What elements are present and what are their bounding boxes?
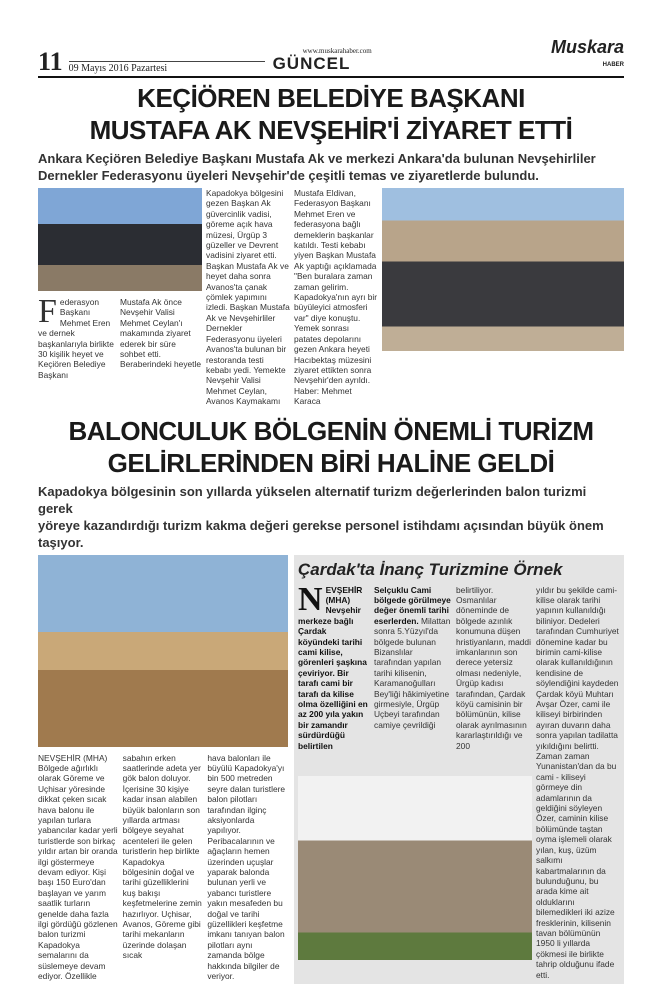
article-2-body [38,555,288,984]
subheading-2-line-2: yöreye kazandırdığı turizm kakma değeri gerekse personel istihdamı açısından büyük önem taşıyor. [38,517,604,550]
newspaper-page [38,0,624,1004]
article-2-column-3: hava balonları ile büyülü Kapadokya'yı bin 500 metreden seyre dalan turistlere balon pilotları tarafından ilginç aksiyonlarda yapılıyor. Peribacalarının ve ağaçların hemen üzerinden uçuşlar yaparak balonda bulunan yerli ve yabancı turistlere yakın mesafeden bu doğal ve tarihi güzellikleri keşfetme imkanı tanıyan balon pilotları aynı zamanda bölge hakkında bilgiler de veriyor. [207,752,286,982]
page-number: 11 [38,47,63,76]
drop-cap: N [298,580,323,618]
masthead-logo [551,38,624,74]
lower-section [38,555,624,984]
date-area [69,61,265,74]
issue-date: 09 Mayıs 2016 Pazartesi [68,63,168,74]
section-area [273,47,551,74]
article-1-left [38,188,202,407]
bold-intro: Selçuklu Cami bölgede görülmeye değer önemli tarihi eserlerden. [374,584,451,626]
mosque-church-photo [298,776,532,960]
article-1-column-2: Mustafa Ak önce Nevşehir Valisi Mehmet Ceylan'ı makamında ziyaret ederek bir süre sohbet etti. Beraberindeki heyetle [120,297,202,370]
section-name: GÜNCEL [272,54,351,73]
headline-2-line-2: GELİRLERİNDEN BİRİ HALİNE GELDİ [107,447,555,478]
article-1-column-3: Kapadokya bölgesini gezen Başkan Ak güvercinlik vadisi, göreme açık hava müzesi, Ürgüp 3 güzeller ve Devrent vadisini ziyaret etti. Başkan Mustafa Ak ve heyet daha sonra Avanos'ta çanak çömlek yapımını izledi. Başkan Mustafa Ak ve Nevşehirliler Dernekler Federasyonu üyeleri Avanos'ta bulunan bir restoranda testi kebabı yedi. Yemekte Nevşehir Valisi Mehmet Ceylan, Avanos Kaymakamı [206,188,290,407]
lead-text: EVŞEHİR (MHA) Nevşehir merkeze bağlı Çardak köyündeki tarihi cami kilise, görenleri şaşkına çeviriyor. Bir tarafı cami bir tarafı da kilise olma özelliğini en az 200 yıla yakın bir zamandır sürdürdüğü belirtilen [298,584,368,751]
article-1-body [38,188,624,407]
article-2-column-1: NEVŞEHİR (MHA) Bölgede ağırlıklı olarak Göreme ve Uçhisar yöresinde dikkat çeken sıcak hava balonu ile yapılan turlara yabancılar kadar yerli turistlerde son birkaç yıldır artan bir oranda ilgi göstermeye devam ediyor. Kişi başı 150 Euro'dan başlayan ve yarım saatlik turların genelde daha fazla ilgi gördüğü gözlenen balon turizmi Kapadokya semalarını da süslemeye devam ediyor. Özellikle [38,752,118,982]
article-3-body [298,580,620,980]
drop-cap: F [38,293,57,330]
article-1-lower-columns [38,293,202,380]
logo-text: Muskara [550,37,624,57]
article-3-column-3: belirtiliyor. Osmanlılar döneminde de bölgede azınlık konumuna düşen hristiyanların, maddi imkanlarının son derece yetersiz olması nedeniyle, Ürgüp kadısı tarafından, Çardak köyü camisinin bir bölümünün, kilise olarak ayrılmasının kararlaştırıldığı ve 200 [456,584,531,751]
group-photo-right [382,188,624,351]
group-photo-left [38,188,202,291]
article-2-column-2: sabahın erken saatlerinde adeta yer gök balon doluyor. İçerisine 30 kişiye kadar insan alabilen büyük balonların son yıllarda artması bölgeye seyahat acenteleri ile gelen turistlerin hep birlikte Kapadokya bölgesinin doğal ve tarihi güzelliklerini kuş bakışı keşfetmelerine zemin hazırlıyor. Uçhisar, Avanos, Göreme gibi tarihi mekanların üzerinde dolaşan sıcak [122,752,202,961]
box-title: Çardak'ta İnanç Turizmine Örnek [298,559,563,579]
article-1-column-1 [38,293,116,380]
balloon-photo [38,555,288,747]
subheading-1 [38,150,624,184]
site-url: www.muskarahaber.com [302,47,372,55]
logo-subtext: HABER [602,62,624,68]
headline-1-line-1: KEÇİÖREN BELEDİYE BAŞKANI [137,83,525,113]
headline-2-line-1: BALONCULUK BÖLGENİN ÖNEMLİ TURİZM [68,415,594,446]
subheading-2-line-1: Kapadokya bölgesinin son yıllarda yükselen alternatif turizm değerlerinden balon turizmi gerek [38,483,587,516]
column-text: Milattan sonra 5.Yüzyıl'da bölgede bulunan Bizanslılar tarafından yapılan tarihi kilisenin, Karamanoğulları Bey'liği hâkimiyetine girmesiyle, Ürgüp Uçbeyi tarafından camiye çevrildiği [374,615,451,730]
article-3-column-4: yıldır bu şekilde cami-kilise olarak tarihi yapının kullanıldığı biliniyor. Dedeleri tarafından Cumhuriyet dönemine kadar bu birimin cami-kilise olarak kullanıldığının kendisine de söylendiğini kaydeden Çardak köyü Muhtarı Avşar Özer, cami ile kiliseyi birbirinden ayıran duvarın daha sonra yapılan tadilatta yıkıldığını belirtti. Zaman zaman Yunanistan'dan da bu cami - kiliseyi görmeye din adamlarının da geldiğini söyleyen Özer, caminin kilise bölümünde taştan oyma işlemeli olarak yılan, kuş, üzüm salkımı kabartmalarının da bulunduğunu, bu arada kime ait olduklarını bilemedikleri iki azize fresklerinin, kilisenin tavan bölümünün 1950 li yıllarda çökmesi ile birlikte tahrip olduğunu ifade etti. [536,584,619,980]
subheading-1-line-2: Dernekler Federasyonu üyeleri Nevşehir'de çeşitli temas ve ziyaretlerde bulundu. [38,168,539,183]
sidebar-box [294,555,624,984]
article-3-column-2 [374,585,452,772]
article-1-column-4: Mustafa Eldivan, Federasyon Başkanı Mehmet Eren ve federasyona bağlı demeklerin başkanlar katıldı. Testi kebabı yiyen Başkan Mustafa Ak yaptığı açıklamada "Ben buralara zaman zaman gelirim. Kapadokya'nın ayrı bir büyüleyici atmosferi var" diye konuştu. Yemek sonrası patates depolarını gezen Ankara heyeti Hacıbektaş müzesini ziyaret ettikten sonra Nevşehir'den ayrıldı. Haber: Mehmet Karaca [294,188,378,407]
article-3-lead [298,580,370,772]
article-2-columns [38,753,288,982]
column-text: ederasyon Başkanı Mehmet Eren ve dernek başkanlarıyla birlikte 30 kişilik heyet ve Keçiören Belediye Başkanı [38,297,114,380]
headline-1-line-2: MUSTAFA AK NEVŞEHİR'İ ZİYARET ETTİ [89,115,573,145]
subheading-2 [38,483,624,551]
subheading-1-line-1: Ankara Keçiören Belediye Başkanı Mustafa Ak ve merkezi Ankara'da bulunan Nevşehirliler [38,151,596,166]
page-header [38,37,624,78]
